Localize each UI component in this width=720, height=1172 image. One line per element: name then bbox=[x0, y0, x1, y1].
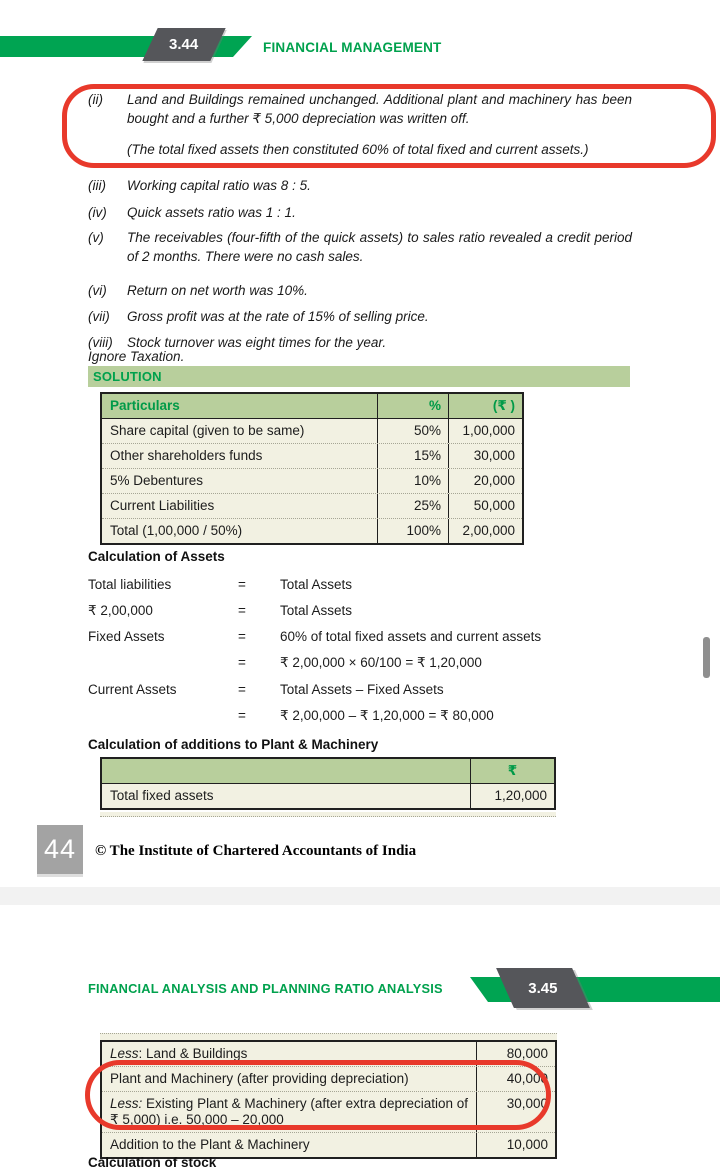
equals-sign: = bbox=[238, 577, 246, 592]
equation-line bbox=[88, 577, 708, 592]
cell-particulars: Other shareholders funds bbox=[110, 448, 263, 463]
equals-sign: = bbox=[238, 629, 246, 644]
equals-sign: = bbox=[238, 682, 246, 697]
col-header-particulars: Particulars bbox=[110, 398, 180, 413]
table-row-total bbox=[102, 518, 522, 543]
equation-line bbox=[88, 682, 708, 697]
item-text: The receivables (four-fifth of the quick assets) to sales ratio revealed a credit period of 2 months. There were no cash sales. bbox=[127, 230, 632, 264]
solution-label: SOLUTION bbox=[93, 369, 162, 384]
page-separator-band bbox=[0, 887, 720, 905]
cell-amount: 80,000 bbox=[476, 1042, 555, 1066]
eq-rhs: Total Assets – Fixed Assets bbox=[280, 682, 444, 697]
problem-item-v bbox=[88, 228, 632, 266]
cutoff-row-sliver bbox=[100, 812, 556, 817]
cell-percent: 100% bbox=[377, 519, 448, 543]
table-row bbox=[102, 493, 522, 518]
problem-item-vi bbox=[88, 281, 632, 300]
item-text: Land and Buildings remained unchanged. Additional plant and machinery has been bought and a further ₹ 5,000 depreciation was written off. bbox=[127, 92, 632, 126]
table-row-total bbox=[102, 1132, 555, 1157]
cell-amount: 2,00,000 bbox=[448, 519, 522, 543]
eq-rhs: Total Assets bbox=[280, 603, 353, 618]
cell-amount: 50,000 bbox=[448, 494, 522, 518]
page-number: 44 bbox=[43, 834, 77, 864]
copyright-text: © The Institute of Chartered Accountants of India bbox=[95, 843, 417, 859]
eq-lhs: Current Assets bbox=[88, 682, 177, 697]
col-header-percent: % bbox=[377, 394, 448, 418]
fixed-assets-table bbox=[100, 757, 556, 810]
item-text: Return on net worth was 10%. bbox=[127, 283, 308, 298]
equation-line bbox=[88, 629, 708, 644]
eq-lhs: Fixed Assets bbox=[88, 629, 165, 644]
less-prefix: Less bbox=[110, 1046, 139, 1061]
cell-particulars bbox=[102, 1042, 476, 1066]
col-header-rupee: ₹ bbox=[470, 759, 554, 783]
problem-item-iii bbox=[88, 176, 632, 195]
eq-lhs bbox=[88, 708, 238, 724]
item-label: (vii) bbox=[88, 309, 110, 324]
cell-text: : Land & Buildings bbox=[138, 1046, 248, 1061]
col-header-rupees: (₹ ) bbox=[448, 394, 522, 418]
problem-item-ii-note bbox=[88, 140, 632, 159]
equation-line bbox=[88, 603, 708, 619]
ignore-taxation-note: Ignore Taxation. bbox=[88, 349, 185, 364]
table-header-row bbox=[102, 759, 554, 784]
eq-lhs: Total liabilities bbox=[88, 577, 172, 592]
page1-page-number: 3.44 bbox=[169, 36, 199, 53]
item-label: (v) bbox=[88, 230, 104, 245]
eq-rhs: ₹ 2,00,000 – ₹ 1,20,000 = ₹ 80,000 bbox=[280, 708, 494, 723]
equals-sign: = bbox=[238, 708, 246, 723]
cell-particulars bbox=[102, 1092, 476, 1132]
calc-assets-title: Calculation of Assets bbox=[88, 549, 225, 564]
item-label: (ii) bbox=[88, 92, 103, 107]
calc-stock-title: Calculation of stock bbox=[88, 1155, 217, 1170]
eq-lhs bbox=[88, 655, 238, 671]
table-row bbox=[102, 419, 522, 443]
cell-percent: 10% bbox=[377, 469, 448, 493]
item-text: (The total fixed assets then constituted 60% of total fixed and current assets.) bbox=[127, 142, 589, 157]
cell-text: Existing Plant & Machinery (after extra depreciation of ₹ 5,000) i.e. 50,000 – 20,000 bbox=[110, 1096, 468, 1127]
cell-amount: 20,000 bbox=[448, 469, 522, 493]
cell-text: Addition to the Plant & Machinery bbox=[110, 1137, 310, 1152]
item-text: Working capital ratio was 8 : 5. bbox=[127, 178, 311, 193]
cell-percent: 15% bbox=[377, 444, 448, 468]
eq-rhs: Total Assets bbox=[280, 577, 353, 592]
table-row bbox=[102, 443, 522, 468]
cell-amount: 30,000 bbox=[476, 1092, 555, 1132]
scrollbar-thumb[interactable] bbox=[703, 637, 710, 678]
equation-line bbox=[88, 708, 708, 724]
table-row bbox=[102, 1066, 555, 1091]
table-row bbox=[102, 1091, 555, 1132]
equation-line bbox=[88, 655, 708, 671]
plant-machinery-table bbox=[100, 1040, 557, 1159]
cell-particulars: Current Liabilities bbox=[110, 498, 215, 513]
item-text: Gross profit was at the rate of 15% of selling price. bbox=[127, 309, 429, 324]
item-text: Quick assets ratio was 1 : 1. bbox=[127, 205, 296, 220]
cell-particulars bbox=[102, 1133, 476, 1157]
page2-header-title: FINANCIAL ANALYSIS AND PLANNING RATIO ANALYSIS bbox=[88, 981, 443, 996]
page-number-box bbox=[37, 825, 83, 874]
eq-rhs: 60% of total fixed assets and current assets bbox=[280, 629, 542, 644]
problem-item-ii bbox=[88, 90, 632, 128]
equals-sign: = bbox=[238, 655, 246, 670]
cell-text: Plant and Machinery (after providing depreciation) bbox=[110, 1071, 409, 1086]
cell-amount: 30,000 bbox=[448, 444, 522, 468]
cell-amount: 1,20,000 bbox=[470, 784, 554, 808]
liabilities-table bbox=[100, 392, 524, 545]
item-label: (iii) bbox=[88, 178, 106, 193]
item-text: Stock turnover was eight times for the year. bbox=[127, 335, 387, 350]
item-label: (viii) bbox=[88, 335, 113, 350]
solution-strip bbox=[88, 366, 630, 387]
cell-amount: 1,00,000 bbox=[448, 419, 522, 443]
item-label: (vi) bbox=[88, 283, 107, 298]
less-prefix: Less: bbox=[110, 1096, 143, 1111]
cell-particulars: 5% Debentures bbox=[110, 473, 204, 488]
page1-header-title: FINANCIAL MANAGEMENT bbox=[263, 40, 442, 55]
cell-particulars: Total fixed assets bbox=[110, 788, 214, 803]
eq-rhs: ₹ 2,00,000 × 60/100 = ₹ 1,20,000 bbox=[280, 655, 482, 670]
cell-particulars: Share capital (given to be same) bbox=[110, 423, 305, 438]
table-header-row bbox=[102, 394, 522, 419]
cell-amount: 40,000 bbox=[476, 1067, 555, 1091]
cutoff-row-sliver bbox=[100, 1033, 557, 1040]
cell-particulars: Total (1,00,000 / 50%) bbox=[110, 523, 243, 538]
cell-amount: 10,000 bbox=[476, 1133, 555, 1157]
equals-sign: = bbox=[238, 603, 246, 618]
col-header-blank bbox=[102, 759, 470, 783]
cell-particulars bbox=[102, 1067, 476, 1091]
cell-percent: 50% bbox=[377, 419, 448, 443]
problem-item-vii bbox=[88, 307, 632, 326]
page2-page-number-tab bbox=[496, 968, 590, 1008]
cell-percent: 25% bbox=[377, 494, 448, 518]
page2-page-number: 3.45 bbox=[528, 979, 558, 997]
table-row bbox=[102, 468, 522, 493]
table-row bbox=[102, 784, 554, 808]
problem-item-iv bbox=[88, 203, 632, 222]
table-row bbox=[102, 1042, 555, 1066]
calc-pm-title: Calculation of additions to Plant & Machinery bbox=[88, 737, 379, 752]
eq-lhs: ₹ 2,00,000 bbox=[88, 603, 153, 618]
item-label: (iv) bbox=[88, 205, 107, 220]
